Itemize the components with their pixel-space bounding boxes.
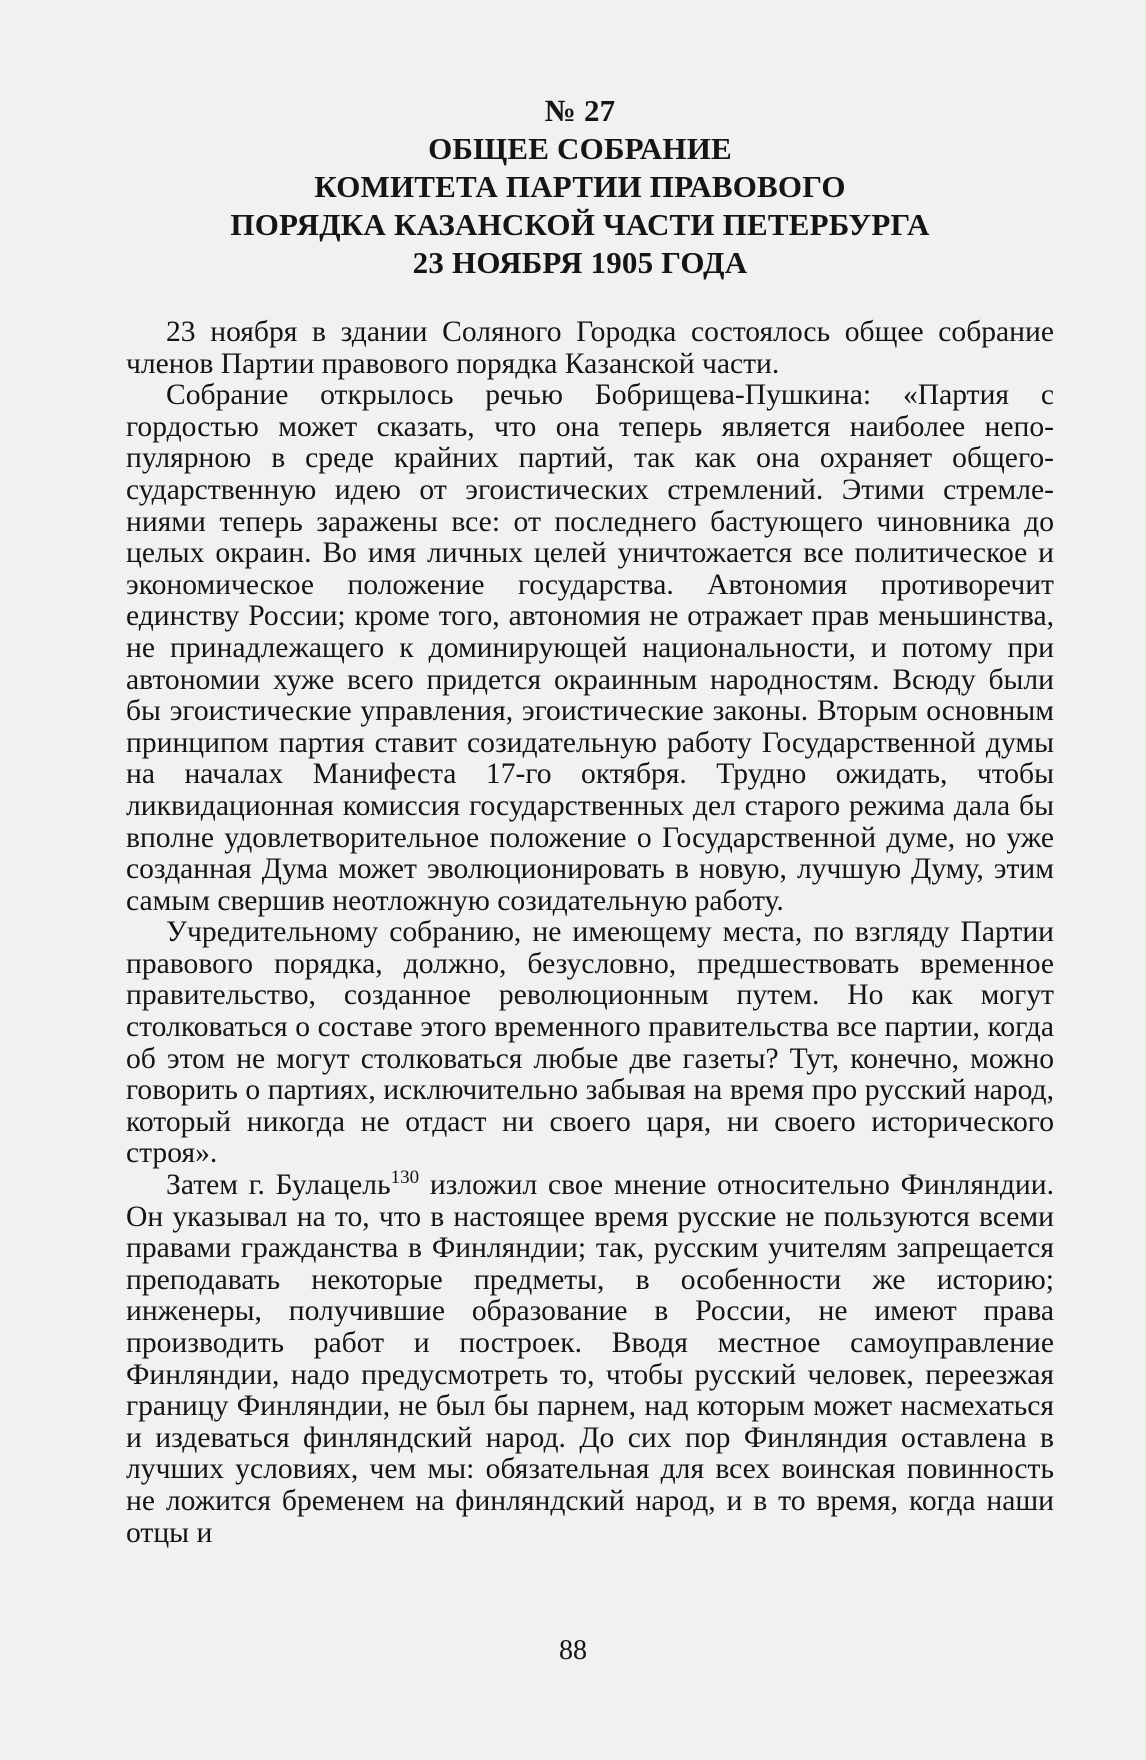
title-line-2: КОМИТЕТА ПАРТИИ ПРАВОВОГО	[314, 169, 846, 204]
document-heading	[110, 92, 1050, 282]
paragraph-2: Собрание открылось речью Бобрищева-Пушкина: «Партия с гордостью может сказать, что она теперь является наиболее непопулярною в среде крайних партий, так как она охраняет общегосударственную идею от эгоистических стремлений. Этими стремлениями теперь заражены все: от последнего бастующего чиновника до целых окраин. Во имя личных целей уничтожается все политическое и экономическое положение государства. Автономия противоречит единству России; кроме того, автономия не отражает прав меньшинства, не принадлежащего к доминирующей национальности, и потому при автономии хуже всего придется окраинным народностям. Всюду были бы эгоистические управления, эгоистические законы. Вторым основным принципом партия ставит созидательную работу Государственной думы на началах Манифеста 17-го октября. Трудно ожидать, чтобы ликвидационная комиссия государственных дел старого режима дала бы вполне удовлетворительное положение о Государственной думе, но уже созданная Дума может эволюционировать в новую, лучшую Думу, этим самым свершив неотложную созидательную работу.	[126, 379, 1054, 917]
paragraph-4-rest: изложил свое мнение относительно Финляндии. Он указывал на то, что в настоящее время русские не пользуются всеми правами гражданства в Финляндии; так, русским учителям запрещается преподавать некоторые предметы, в особенности же историю; инженеры, получившие образование в России, не имеют права производить работ и построек. Вводя местное самоуправление Финляндии, надо предусмотреть то, чтобы русский человек, переезжая границу Финляндии, не был бы парнем, над которым может насмехаться и издеваться финляндский народ. До сих пор Финляндия оставлена в лучших условиях, чем мы: обязательная для всех воинская повинность не ложится бременем на финляндский народ, и в то время, когда наши отцы и	[126, 1169, 1054, 1549]
document-number: № 27	[544, 93, 616, 128]
footnote-ref-130: 130	[390, 1167, 420, 1189]
paragraph-3: Учредительному собранию, не имеющему места, по взгляду Партии правового порядка, должно, безусловно, предшествовать временное правительство, созданное революционным путем. Но как могут столковаться о составе этого временного правительства все партии, когда об этом не могут столковаться любые две газеты? Тут, конечно, можно говорить о партиях, исключительно забывая на время про русский народ, который никогда не отдаст ни своего царя, ни своего исторического строя».	[126, 916, 1054, 1170]
title-line-1: ОБЩЕЕ СОБРАНИЕ	[428, 131, 732, 166]
title-line-4: 23 НОЯБРЯ 1905 ГОДА	[412, 245, 748, 280]
paragraph-4	[126, 1167, 1054, 1549]
title-line-3: ПОРЯДКА КАЗАНСКОЙ ЧАСТИ ПЕТЕРБУРГА	[230, 207, 930, 242]
paragraph-4-lead: Затем г. Булацель	[166, 1169, 391, 1202]
document-body	[126, 317, 1054, 1549]
paragraph-1: 23 ноября в здании Соляного Городка состоялось общее собрание членов Партии правового порядка Казанской части.	[126, 316, 1054, 380]
page-number: 88	[559, 1635, 587, 1666]
